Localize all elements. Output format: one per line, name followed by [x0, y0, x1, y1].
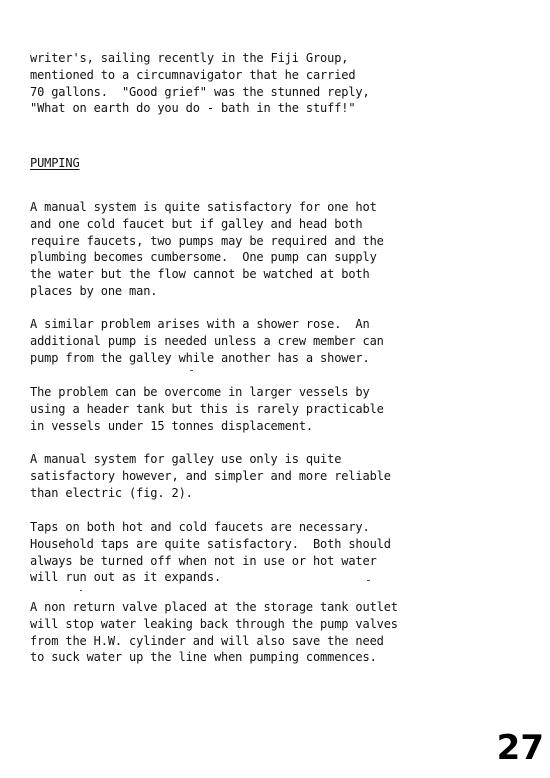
- scan-speck: [80, 590, 82, 591]
- scan-speck: [367, 580, 370, 581]
- paragraph-galley-use: A manual system for galley use only is quite satisfactory however, and simpler and more reliable than electric (fig. 2).: [30, 452, 391, 500]
- paragraph-non-return-valve: A non return valve placed at the storage tank outlet will stop water leaking back through the pump valves from the H.W. cylinder and will also save the need to suck water up the line when pumping commences.: [30, 600, 398, 665]
- section-heading-pumping: PUMPING: [30, 156, 80, 170]
- intro-paragraph: writer's, sailing recently in the Fiji Group, mentioned to a circumnavigator that he carried 70 gallons. "Good grief" was the stunned reply, "What on earth do you do - bath in the stuff!": [30, 51, 370, 116]
- paragraph-taps: Taps on both hot and cold faucets are necessary. Household taps are quite satisfactory. Both should always be turned off when not in use or hot water will run out as it expands.: [30, 520, 391, 585]
- paragraph-header-tank: The problem can be overcome in larger vessels by using a header tank but this is rarely practicable in vessels under 15 tonnes displacement.: [30, 385, 384, 433]
- scan-speck: [190, 370, 193, 371]
- paragraph-manual-system: A manual system is quite satisfactory for one hot and one cold faucet but if galley and head both require faucets, two pumps may be required and the plumbing becomes cumbersome. One pump can supply the water but the flow cannot be watched at both places by one man.: [30, 200, 384, 298]
- paragraph-shower-rose: A similar problem arises with a shower rose. An additional pump is needed unless a crew member can pump from the galley while another has a shower.: [30, 317, 384, 365]
- page-number: 27: [496, 728, 544, 768]
